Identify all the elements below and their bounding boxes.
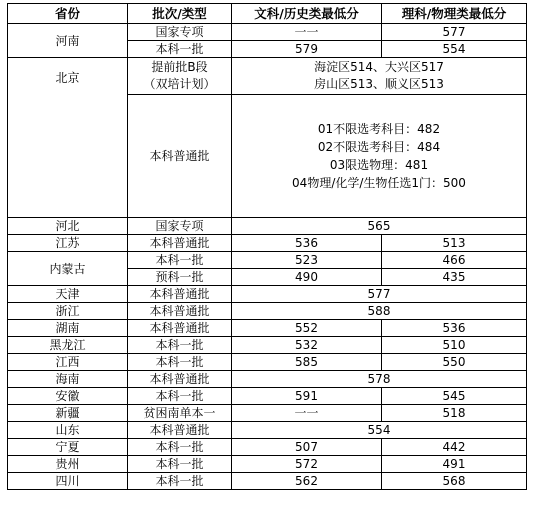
combined-score-cell: 588	[232, 303, 527, 320]
table-row	[8, 286, 527, 303]
score-line: 01不限选考科目：482	[317, 122, 441, 136]
liberal-score-cell: 562	[232, 473, 382, 490]
science-score-cell: 554	[382, 41, 527, 58]
table-row	[8, 218, 527, 235]
province-cell: 河北	[8, 218, 128, 235]
liberal-score-cell: 一一	[232, 405, 382, 422]
combined-score-cell: 577	[232, 286, 527, 303]
liberal-score-cell: 585	[232, 354, 382, 371]
batch-cell: 预科一批	[128, 269, 232, 286]
batch-cell: 本科普通批	[128, 320, 232, 337]
liberal-score-cell: 579	[232, 41, 382, 58]
table-row	[8, 371, 527, 388]
batch-cell: 本科一批	[128, 439, 232, 456]
score-line: 海淀区514、大兴区517	[314, 60, 444, 74]
liberal-score-cell: 591	[232, 388, 382, 405]
liberal-score-cell: 536	[232, 235, 382, 252]
batch-cell: 本科一批	[128, 473, 232, 490]
table-row	[8, 388, 527, 405]
liberal-score-cell: 552	[232, 320, 382, 337]
province-cell: 安徽	[8, 388, 128, 405]
province-cell: 江西	[8, 354, 128, 371]
table-row	[8, 58, 527, 95]
province-cell: 天津	[8, 286, 128, 303]
score-line: 02不限选考科目：484	[317, 140, 441, 154]
table-row	[8, 473, 527, 490]
province-cell: 黑龙江	[8, 337, 128, 354]
batch-cell: 本科普通批	[128, 235, 232, 252]
province-cell: 贵州	[8, 456, 128, 473]
batch-line: 提前批B段	[151, 60, 208, 74]
science-score-cell: 550	[382, 354, 527, 371]
liberal-score-cell: 一一	[232, 24, 382, 41]
table-row	[8, 252, 527, 269]
liberal-score-cell: 532	[232, 337, 382, 354]
batch-cell: 本科普通批	[128, 422, 232, 439]
table-row	[8, 354, 527, 371]
table-row	[8, 24, 527, 41]
batch-cell: 贫困南单本一	[128, 405, 232, 422]
combined-score-cell: 554	[232, 422, 527, 439]
province-cell: 宁夏	[8, 439, 128, 456]
science-score-cell: 518	[382, 405, 527, 422]
table-row	[8, 422, 527, 439]
batch-cell: 国家专项	[128, 24, 232, 41]
batch-cell: 国家专项	[128, 218, 232, 235]
batch-cell: 本科一批	[128, 41, 232, 58]
batch-cell: 本科一批	[128, 388, 232, 405]
combined-score-cell	[232, 58, 527, 95]
science-score-cell: 513	[382, 235, 527, 252]
province-cell: 河南	[8, 24, 128, 58]
province-cell: 内蒙古	[8, 252, 128, 286]
header-row	[8, 4, 527, 24]
province-cell: 北京	[8, 58, 128, 218]
table-row	[8, 303, 527, 320]
liberal-score-cell: 490	[232, 269, 382, 286]
batch-cell: 本科一批	[128, 252, 232, 269]
batch-cell: 本科普通批	[128, 303, 232, 320]
batch-cell: 本科一批	[128, 337, 232, 354]
batch-cell: 本科普通批	[128, 371, 232, 388]
liberal-score-cell: 572	[232, 456, 382, 473]
header-liberal: 文科/历史类最低分	[232, 4, 382, 24]
science-score-cell: 536	[382, 320, 527, 337]
score-table-container	[7, 3, 527, 490]
province-cell: 浙江	[8, 303, 128, 320]
science-score-cell: 577	[382, 24, 527, 41]
table-row	[8, 439, 527, 456]
science-score-cell: 491	[382, 456, 527, 473]
table-row	[8, 320, 527, 337]
batch-cell: 本科一批	[128, 456, 232, 473]
batch-cell: 本科一批	[128, 354, 232, 371]
table-row	[8, 235, 527, 252]
score-line: 04物理/化学/生物任选1门：500	[292, 176, 466, 190]
score-line: 03限选物理：481	[329, 158, 429, 172]
header-batch: 批次/类型	[128, 4, 232, 24]
science-score-cell: 545	[382, 388, 527, 405]
science-score-cell: 510	[382, 337, 527, 354]
combined-score-cell: 578	[232, 371, 527, 388]
science-score-cell: 466	[382, 252, 527, 269]
province-cell: 江苏	[8, 235, 128, 252]
table-row	[8, 456, 527, 473]
header-science: 理科/物理类最低分	[382, 4, 527, 24]
province-cell: 山东	[8, 422, 128, 439]
batch-cell: 本科普通批	[128, 95, 232, 218]
combined-score-cell: 565	[232, 218, 527, 235]
province-cell: 新疆	[8, 405, 128, 422]
score-table	[7, 3, 527, 490]
liberal-score-cell: 507	[232, 439, 382, 456]
province-cell: 湖南	[8, 320, 128, 337]
score-line: 房山区513、顺义区513	[314, 77, 444, 91]
science-score-cell: 568	[382, 473, 527, 490]
table-row	[8, 405, 527, 422]
batch-cell	[128, 58, 232, 95]
combined-score-cell	[232, 95, 527, 218]
science-score-cell: 442	[382, 439, 527, 456]
province-cell: 四川	[8, 473, 128, 490]
province-cell: 海南	[8, 371, 128, 388]
header-province: 省份	[8, 4, 128, 24]
batch-cell: 本科普通批	[128, 286, 232, 303]
batch-line: （双培计划）	[143, 77, 216, 91]
table-row	[8, 337, 527, 354]
science-score-cell: 435	[382, 269, 527, 286]
liberal-score-cell: 523	[232, 252, 382, 269]
